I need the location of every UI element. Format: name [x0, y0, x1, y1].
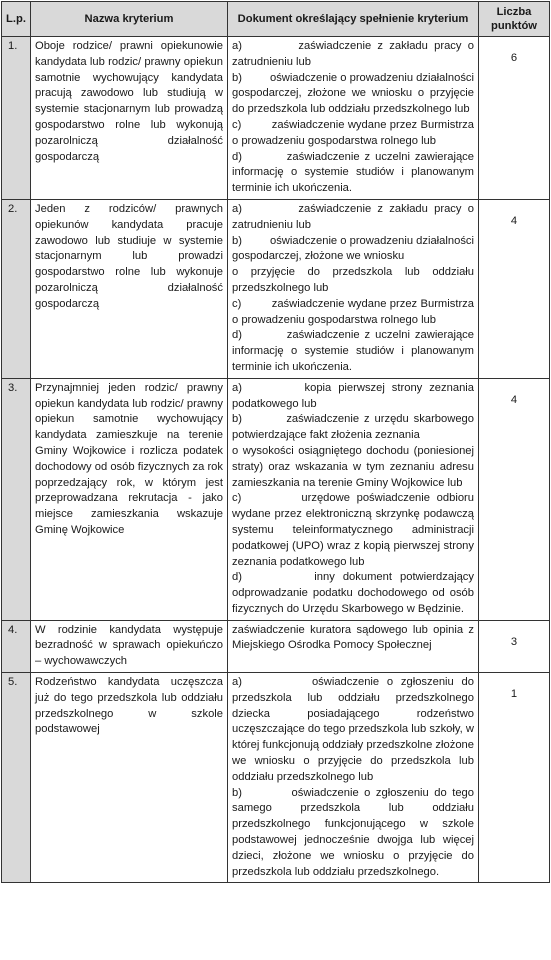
document-item: o przyjęcie do przedszkola lub oddziału przedszkolnego lub	[232, 266, 474, 294]
document-item: a) zaświadczenie z zakładu pracy o zatrudnieniu lub	[232, 40, 474, 68]
document-item: a) oświadczenie o zgłoszeniu do przedszkola lub oddziału przedszkolnego dziecka posiadającego rodzeństwo uczęszczające do tego przedszkola lub szkoły, w której funkcjonują oddziały przedszkolne złożone we wniosku o przyjęcie do przedszkola lub oddziału przedszkolnego lub	[232, 676, 474, 783]
points-value: 4	[479, 199, 550, 378]
row-number: 3.	[2, 378, 31, 620]
document-item: b) oświadczenie o prowadzeniu działalności gospodarczej, złożone we wniosku o przyjęcie do przedszkola lub oddziału przedszkolnego lub	[232, 71, 474, 116]
required-documents	[228, 673, 479, 883]
document-item: b) zaświadczenie z urzędu skarbowego potwierdzające fakt złożenia zeznania	[232, 413, 474, 442]
header-document: Dokument określający spełnienie kryterium	[228, 2, 479, 37]
table-row	[2, 673, 550, 883]
criterion-name: W rodzinie kandydata występuje bezradność w sprawach opiekuńczo – wychowawczych	[31, 620, 228, 672]
header-criterion: Nazwa kryterium	[31, 2, 228, 37]
table-row	[2, 37, 550, 200]
row-number: 4.	[2, 620, 31, 672]
points-value: 1	[479, 673, 550, 883]
document-item: d) zaświadczenie z uczelni zawierające informację o systemie studiów i planowanym terminie ich ukończenia.	[232, 329, 474, 373]
points-value: 4	[479, 378, 550, 620]
document-item: o wysokości osiągniętego dochodu (poniesionej straty) oraz wskazania w tym zeznaniu adresu zamieszkania na terenie Gminy Wojkowice lub	[232, 444, 474, 489]
criterion-name: Przynajmniej jeden rodzic/ prawny opiekun kandydata lub rodzic/ prawny opiekun samotnie wychowujący kandydata zamieszkuje na terenie Gminy Wojkowice i rozlicza podatek dochodowy od osób fizycznych za rok poprzedzający rok, w którym jest przeprowadzana rekrutacja - jako miejsce zamieszkania wskazuje Gminę Wojkowice	[31, 378, 228, 620]
header-lp: L.p.	[2, 2, 31, 37]
table-row	[2, 378, 550, 620]
table-header-row	[2, 2, 550, 37]
document-item: c) zaświadczenie wydane przez Burmistrza o prowadzeniu gospodarstwa rolnego lub	[232, 118, 474, 147]
required-documents	[228, 199, 479, 378]
points-value: 6	[479, 37, 550, 200]
document-item: c) urzędowe poświadczenie odbioru wydane przez elektroniczną skrzynkę podawczą systemu teleinformatycznego administracji podatkowej (UPO) wraz z kopią pierwszej strony zeznania podatkowego lub	[232, 492, 474, 568]
criteria-table	[1, 1, 550, 883]
criterion-name: Oboje rodzice/ prawni opiekunowie kandydata lub rodzic/ prawny opiekun samotnie wychowujący kandydata pracują zawodowo lub studiują w systemie stacjonarnym lub prowadzą gospodarstwo rolne lub wykonują pozarolniczą działalność gospodarczą	[31, 37, 228, 200]
table-row	[2, 199, 550, 378]
points-value: 3	[479, 620, 550, 672]
document-item: b) oświadczenie o prowadzeniu działalności gospodarczej, złożone we wniosku	[232, 234, 474, 263]
document-item: a) kopia pierwszej strony zeznania podatkowego lub	[232, 381, 474, 410]
row-number: 1.	[2, 37, 31, 200]
table-row	[2, 620, 550, 672]
document-item: a) zaświadczenie z zakładu pracy o zatrudnieniu lub	[232, 202, 474, 231]
row-number: 2.	[2, 199, 31, 378]
document-item: d) inny dokument potwierdzający odprowadzanie podatku dochodowego od osób fizycznych do Urzędu Skarbowego w Będzinie.	[232, 571, 474, 615]
row-number: 5.	[2, 673, 31, 883]
required-documents	[228, 378, 479, 620]
required-documents	[228, 37, 479, 200]
document-item: b) oświadczenie o zgłoszeniu do tego samego przedszkola lub oddziału przedszkolnego funkcjonującego w szkole podstawowej jednocześnie dwojga lub więcej dzieci, złożone we wniosku o przyjęcie do przedszkola lub oddziału przedszkolnego.	[232, 786, 474, 878]
criterion-name: Jeden z rodziców/ prawnych opiekunów kandydata pracuje zawodowo lub studiuje w systemie stacjonarnym lub prowadzi gospodarstwo rolne lub wykonuje pozarolniczą działalność gospodarczą	[31, 199, 228, 378]
required-documents	[228, 620, 479, 672]
header-points: Liczba punktów	[479, 2, 550, 37]
document-item: c) zaświadczenie wydane przez Burmistrza o prowadzeniu gospodarstwa rolnego lub	[232, 297, 474, 326]
document-item: d) zaświadczenie z uczelni zawierające informację o systemie studiów i planowanym terminie ich ukończenia.	[232, 150, 474, 195]
criterion-name: Rodzeństwo kandydata uczęszcza już do tego przedszkola lub oddziału przedszkolnego w szkole podstawowej	[31, 673, 228, 883]
document-item: zaświadczenie kuratora sądowego lub opinia z Miejskiego Ośrodka Pomocy Społecznej	[232, 623, 474, 652]
